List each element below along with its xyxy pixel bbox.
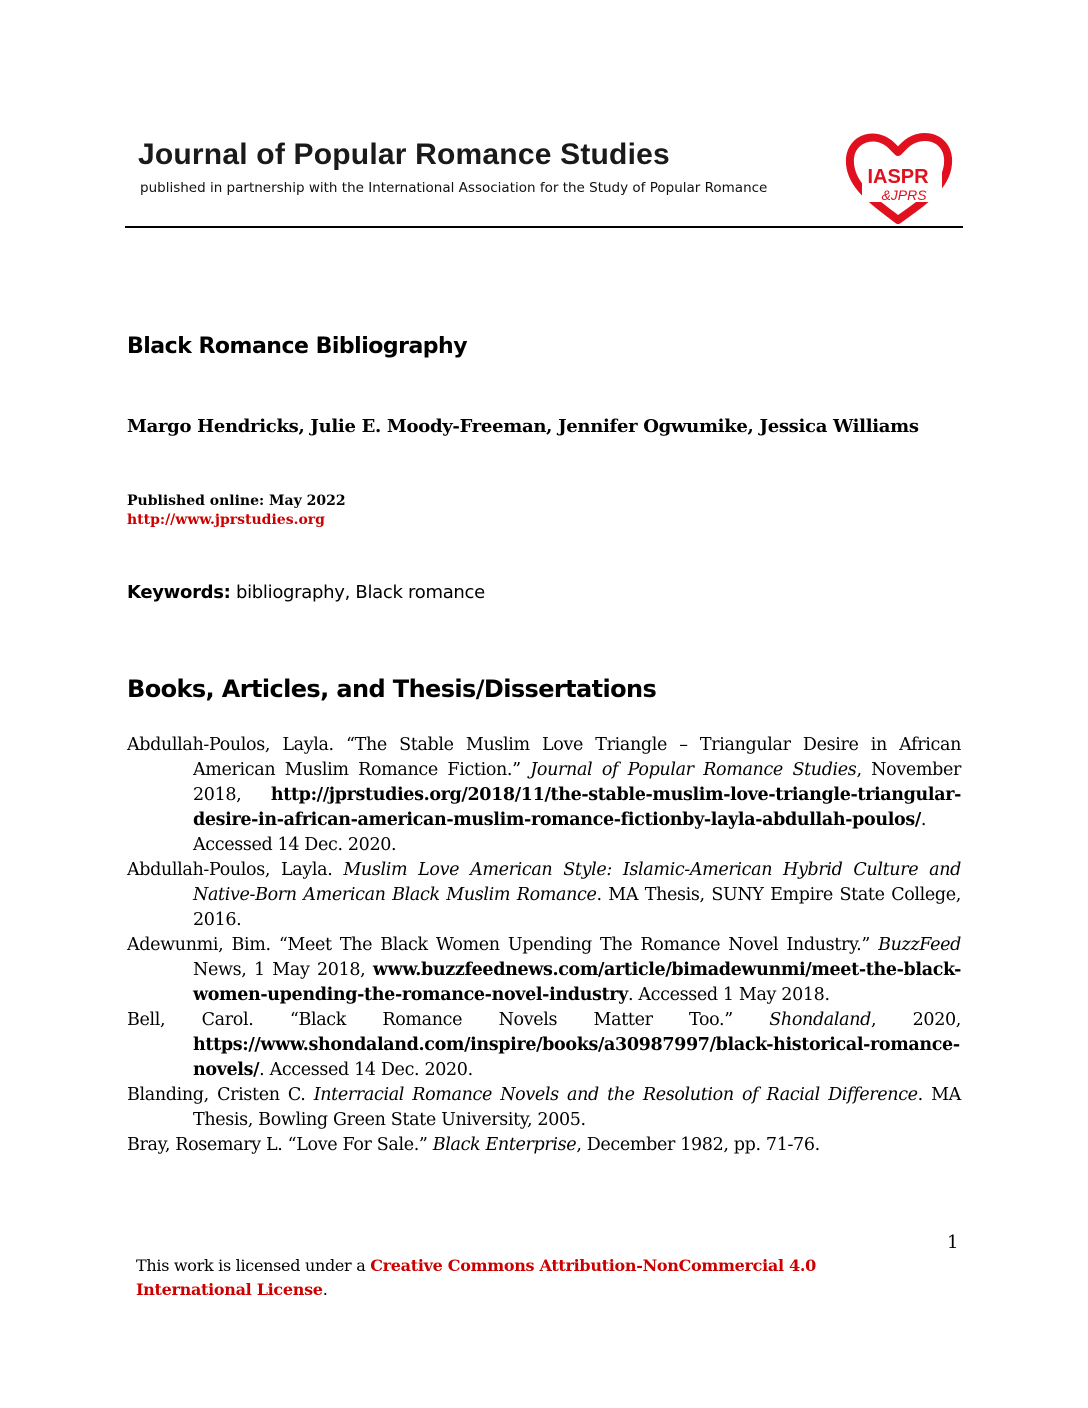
license-text: This work is licensed under a xyxy=(136,1256,371,1275)
header-rule xyxy=(125,226,963,228)
page-number: 1 xyxy=(947,1232,959,1253)
reference-item: Blanding, Cristen C. Interracial Romance Novels and the Resolution of Racial Difference. MA Thesis, Bowling Green State University, 2005. xyxy=(127,1085,961,1130)
keywords xyxy=(127,582,485,603)
journal-url-link[interactable]: http://www.jprstudies.org xyxy=(127,512,325,528)
reference-link[interactable]: www.buzzfeednews.com/article/bimadewunmi/meet-the-black-women-upending-the-romance-novel-industry xyxy=(193,960,961,1005)
article-title: Black Romance Bibliography xyxy=(127,334,468,359)
reference-item: Bell, Carol. “Black Romance Novels Matter Too.” Shondaland, 2020, https://www.shondaland.com/inspire/books/a30987997/black-historical-romance-novels/. Accessed 14 Dec. 2020. xyxy=(127,1010,961,1080)
reference-link[interactable]: http://jprstudies.org/2018/11/the-stable-muslim-love-triangle-triangular-desire-in-african-american-muslim-romance-fictionby-layla-abdullah-poulos/ xyxy=(193,785,961,830)
license-footer: This work is licensed under a Creative Commons Attribution-NonCommercial 4.0 International License. xyxy=(136,1256,816,1299)
license-link[interactable]: Creative Commons Attribution-NonCommercial 4.0 International License xyxy=(136,1256,816,1299)
keywords-label: Keywords: xyxy=(127,582,231,603)
article-authors: Margo Hendricks, Julie E. Moody-Freeman, Jennifer Ogwumike, Jessica Williams xyxy=(127,416,919,437)
reference-list xyxy=(127,733,961,1158)
reference-item: Bray, Rosemary L. “Love For Sale.” Black Enterprise, December 1982, pp. 71-76. xyxy=(127,1135,820,1155)
keywords-value: bibliography, Black romance xyxy=(235,582,485,603)
reference-item: Abdullah-Poulos, Layla. “The Stable Muslim Love Triangle – Triangular Desire in African American Muslim Romance Fiction.” Journal of Popular Romance Studies, November 2018, http://jprstudies.org/2018/11/the-stable-muslim-love-triangle-triangular-desire-in-african-american-muslim-romance-fictionby-layla-abdullah-poulos/. Accessed 14 Dec. 2020. xyxy=(127,735,961,855)
published-date: Published online: May 2022 xyxy=(127,493,346,509)
journal-title: Journal of Popular Romance Studies xyxy=(138,138,670,171)
logo-text-jprs: &JPRS xyxy=(881,187,927,203)
reference-item: Abdullah-Poulos, Layla. Muslim Love American Style: Islamic-American Hybrid Culture and Native-Born American Black Muslim Romance. MA Thesis, SUNY Empire State College, 2016. xyxy=(127,860,961,930)
journal-subtitle: published in partnership with the International Association for the Study of Popular Romance xyxy=(140,180,768,196)
reference-item: Adewunmi, Bim. “Meet The Black Women Upending The Romance Novel Industry.” BuzzFeed News, 1 May 2018, www.buzzfeednews.com/article/bimadewunmi/meet-the-black-women-upending-the-romance-novel-industry. Accessed 1 May 2018. xyxy=(127,935,961,1005)
section-heading: Books, Articles, and Thesis/Dissertations xyxy=(127,675,657,703)
reference-link[interactable]: https://www.shondaland.com/inspire/books/a30987997/black-historical-romance-novels/ xyxy=(193,1035,960,1080)
logo-text-iaspr: IASPR xyxy=(867,166,929,188)
iaspr-logo xyxy=(842,128,954,224)
